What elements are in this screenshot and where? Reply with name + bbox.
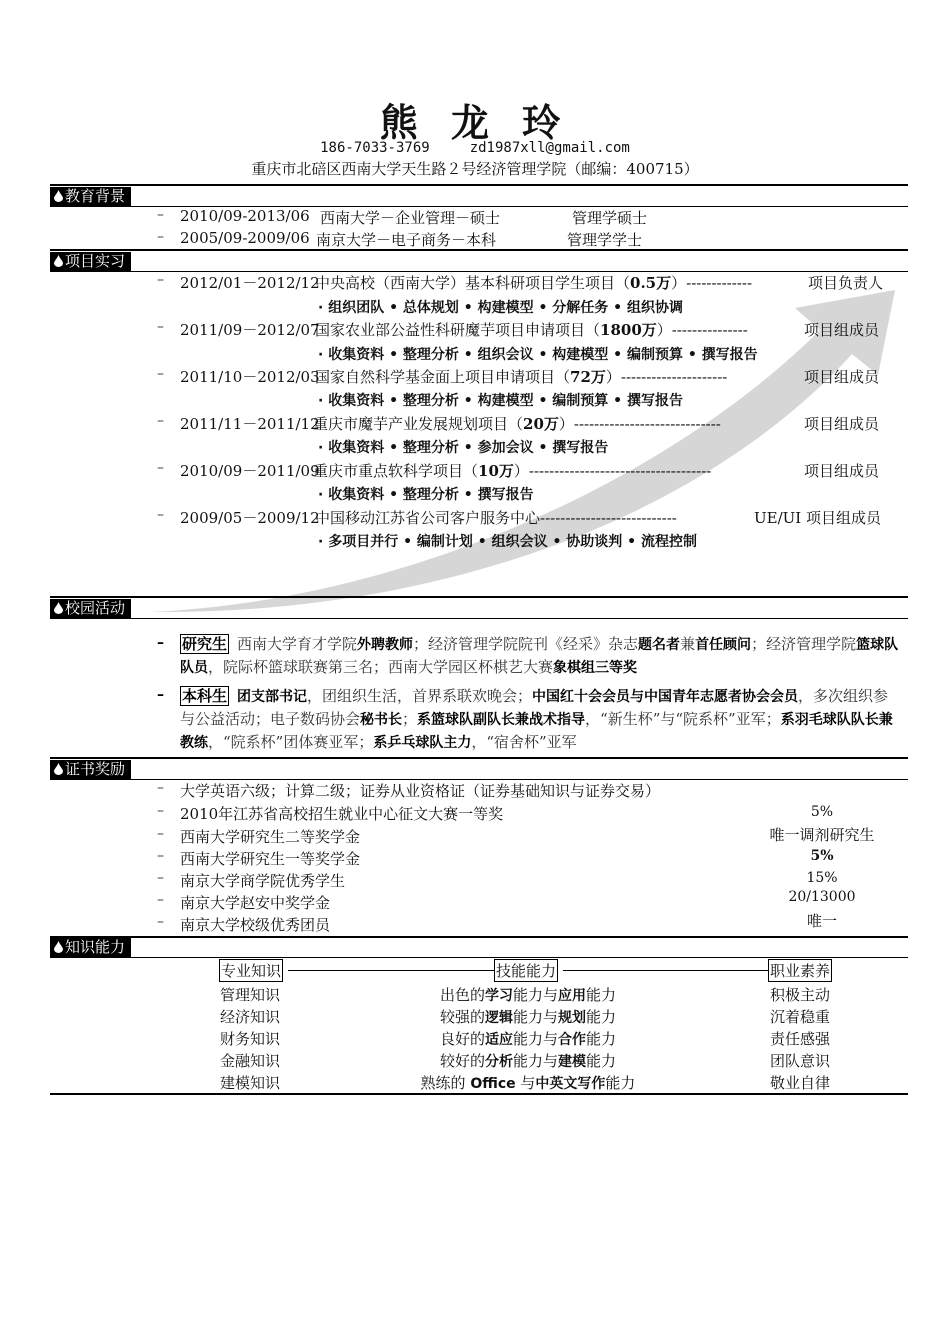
- quality-item: 沉着稳重: [770, 1008, 831, 1026]
- section-rule: [50, 184, 908, 186]
- education-school: 南京大学－电子商务－本科: [316, 231, 497, 249]
- bullet-dash: –: [157, 366, 164, 382]
- award-value: 唯一: [806, 912, 837, 930]
- knowledge-item: 财务知识: [220, 1030, 281, 1048]
- bullet-dash: –: [157, 413, 164, 429]
- section-rule: [50, 618, 908, 619]
- section-heading-awards: [50, 760, 131, 779]
- ability-item: 良好的适应能力与合作能力: [439, 1030, 617, 1048]
- award-value: 15%: [806, 870, 838, 886]
- knowledge-item: 经济知识: [220, 1008, 281, 1026]
- project-role: 项目组成员: [804, 415, 880, 433]
- drop-icon: [54, 190, 63, 202]
- section-rule: [50, 1093, 908, 1095]
- skills-header-qualities: 职业素养: [768, 959, 832, 982]
- award-value: 5%: [810, 848, 834, 864]
- award-value: 唯一调剂研究生: [769, 826, 875, 844]
- project-title: 重庆市魔芋产业发展规划项目（20万）-----------------------------: [313, 415, 721, 433]
- project-period: 2011/10－2012/03: [180, 368, 320, 386]
- education-period: 2005/09-2009/06: [180, 229, 310, 247]
- email-address[interactable]: zd1987xll@gmail.com: [469, 140, 630, 156]
- knowledge-item: 建模知识: [220, 1074, 281, 1092]
- section-title: 项目实习: [65, 252, 126, 270]
- bullet-dash: –: [157, 870, 164, 886]
- award-item: 2010年江苏省高校招生就业中心征文大赛一等奖: [180, 805, 504, 823]
- award-item: 南京大学商学院优秀学生: [180, 872, 346, 890]
- section-title: 知识能力: [65, 938, 126, 956]
- project-role: 项目负责人: [808, 274, 884, 292]
- bullet-dash: –: [157, 207, 164, 223]
- campus-undergraduate-activities: 本科生 团支部书记，团组织生活，首界系联欢晚会；中国红十会会员与中国青年志愿者协会会员，多次组织参与公益活动；电子数码协会秘书长；系篮球队副队长兼战术指导，“新生杯”与“院系杯”亚军；系羽毛球队队长兼教练，“院系杯”团体赛亚军；系乒乓球队主力，“宿舍杯”亚军: [180, 687, 893, 751]
- phone-number: 186-7033-3769: [320, 140, 430, 156]
- ability-item: 较好的分析能力与建模能力: [439, 1052, 617, 1070]
- project-role: UE/UI 项目组成员: [754, 509, 881, 527]
- graduate-tag: 研究生: [182, 635, 228, 653]
- contact-line: [0, 140, 950, 156]
- section-rule: [50, 596, 908, 598]
- section-heading-skills: [50, 938, 131, 957]
- project-title: 国家自然科学基金面上项目申请项目（72万）---------------------: [315, 368, 728, 386]
- education-school: 西南大学－企业管理－硕士: [320, 209, 501, 227]
- bullet-dash: –: [157, 803, 164, 819]
- skills-header-abilities: 技能能力: [494, 959, 558, 982]
- project-period: 2009/05－2009/12: [180, 509, 320, 527]
- award-item: 大学英语六级；计算二级；证券从业资格证（证券基础知识与证券交易）: [180, 782, 661, 800]
- bullet-dash: –: [157, 319, 164, 335]
- bullet-dash: –: [157, 914, 164, 930]
- drop-icon: [54, 255, 63, 267]
- bullet-dash: –: [157, 892, 164, 908]
- bullet-dash: –: [157, 635, 164, 651]
- knowledge-item: 金融知识: [220, 1052, 281, 1070]
- section-heading-projects: [50, 252, 131, 271]
- project-tasks: · 收集资料 • 整理分析 • 组织会议 • 构建模型 • 编制预算 • 撰写报告: [318, 347, 758, 363]
- bullet-dash: –: [157, 848, 164, 864]
- project-period: 2011/11－2011/12: [180, 415, 320, 433]
- drop-icon: [54, 763, 63, 775]
- undergraduate-tag: 本科生: [182, 687, 228, 705]
- award-item: 西南大学研究生一等奖学金: [180, 850, 361, 868]
- ability-item: 较强的逻辑能力与规划能力: [439, 1008, 617, 1026]
- section-rule: [50, 249, 908, 251]
- bullet-dash: –: [157, 687, 164, 703]
- section-heading-campus: [50, 599, 131, 618]
- education-period: 2010/09-2013/06: [180, 207, 310, 225]
- section-title: 证书奖励: [65, 760, 126, 778]
- section-title: 教育背景: [65, 187, 126, 205]
- ability-item: 熟练的 Office 与中英文写作能力: [420, 1074, 636, 1092]
- bullet-dash: –: [157, 507, 164, 523]
- knowledge-item: 管理知识: [220, 986, 281, 1004]
- drop-icon: [54, 602, 63, 614]
- education-degree: 管理学学士: [567, 231, 643, 249]
- project-title: 中央高校（西南大学）基本科研项目学生项目（0.5万）-------------: [315, 274, 753, 292]
- skills-connector: [563, 970, 768, 971]
- section-rule: [50, 757, 908, 759]
- bullet-dash: –: [157, 780, 164, 796]
- project-tasks: · 收集资料 • 整理分析 • 撰写报告: [318, 487, 534, 503]
- project-tasks: · 收集资料 • 整理分析 • 构建模型 • 编制预算 • 撰写报告: [318, 393, 683, 409]
- project-period: 2011/09－2012/07: [180, 321, 320, 339]
- award-value: 20/13000: [788, 889, 856, 905]
- section-rule: [50, 936, 908, 938]
- bullet-dash: –: [157, 272, 164, 288]
- skills-connector: [288, 970, 494, 971]
- ability-item: 出色的学习能力与应用能力: [439, 986, 617, 1004]
- postal-address: 重庆市北碚区西南大学天生路２号经济管理学院（邮编：400715）: [251, 160, 699, 178]
- project-title: 重庆市重点软科学项目（10万）------------------------------------: [313, 462, 712, 480]
- project-tasks: · 收集资料 • 整理分析 • 参加会议 • 撰写报告: [318, 440, 609, 456]
- quality-item: 积极主动: [770, 986, 831, 1004]
- award-value: 5%: [810, 804, 834, 820]
- drop-icon: [54, 941, 63, 953]
- section-heading-education: [50, 187, 131, 206]
- education-degree: 管理学硕士: [572, 209, 648, 227]
- section-title: 校园活动: [65, 599, 126, 617]
- quality-item: 团队意识: [770, 1052, 831, 1070]
- project-period: 2010/09－2011/09: [180, 462, 320, 480]
- project-role: 项目组成员: [804, 462, 880, 480]
- project-role: 项目组成员: [804, 321, 880, 339]
- section-rule: [50, 957, 908, 958]
- candidate-name: 熊 龙 玲: [379, 100, 571, 145]
- project-tasks: · 组织团队 • 总体规划 • 构建模型 • 分解任务 • 组织协调: [318, 300, 683, 316]
- bullet-dash: –: [157, 826, 164, 842]
- project-role: 项目组成员: [804, 368, 880, 386]
- quality-item: 责任感强: [770, 1030, 831, 1048]
- award-item: 南京大学校级优秀团员: [180, 916, 331, 934]
- project-period: 2012/01－2012/12: [180, 274, 320, 292]
- skills-header-knowledge: 专业知识: [219, 959, 283, 982]
- campus-graduate-activities: 研究生 西南大学育才学院外聘教师；经济管理学院院刊《经采》杂志题名者兼首任顾问；经济管理学院篮球队队员，院际杯篮球联赛第三名；西南大学园区杯棋艺大赛象棋组三等奖: [180, 635, 899, 676]
- project-tasks: · 多项目并行 • 编制计划 • 组织会议 • 协助谈判 • 流程控制: [318, 534, 697, 550]
- award-item: 西南大学研究生二等奖学金: [180, 828, 361, 846]
- bullet-dash: –: [157, 229, 164, 245]
- bullet-dash: –: [157, 460, 164, 476]
- project-title: 国家农业部公益性科研魔芋项目申请项目（1800万）---------------: [315, 321, 748, 339]
- award-item: 南京大学赵安中奖学金: [180, 894, 331, 912]
- project-title: 中国移动江苏省公司客户服务中心---------------------------: [315, 509, 677, 527]
- quality-item: 敬业自律: [770, 1074, 831, 1092]
